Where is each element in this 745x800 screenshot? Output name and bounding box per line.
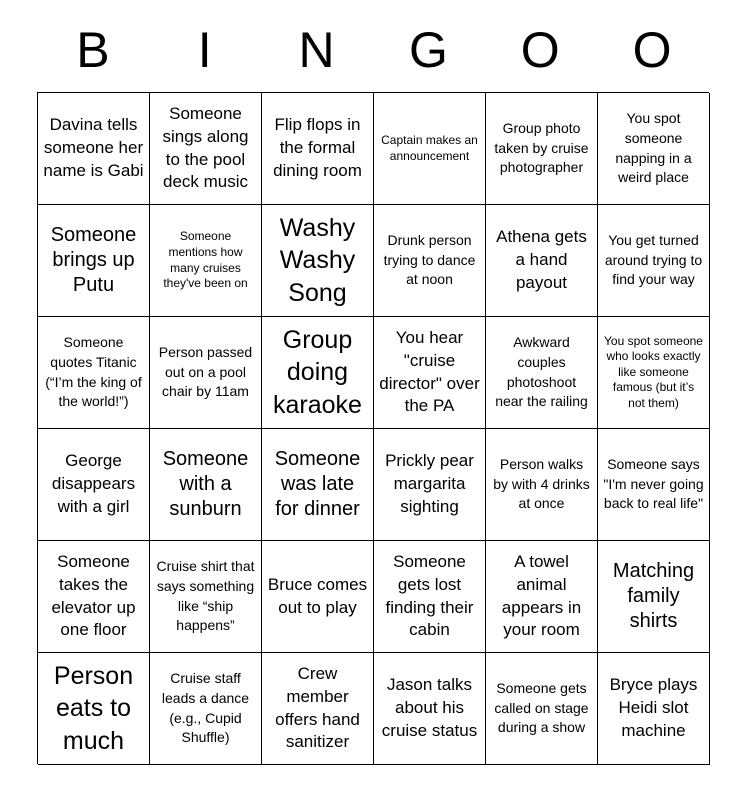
bingo-cell[interactable]: Davina tells someone her name is Gabi (38, 93, 150, 205)
bingo-header (37, 0, 708, 92)
bingo-cell[interactable]: Athena gets a hand payout (486, 205, 598, 317)
bingo-cell[interactable]: Washy Washy Song (262, 205, 374, 317)
bingo-cell[interactable]: Someone brings up Putu (38, 205, 150, 317)
header-letter-i: I (197, 22, 212, 78)
bingo-cell[interactable]: Someone gets lost finding their cabin (374, 541, 486, 653)
bingo-board (37, 92, 709, 764)
bingo-cell[interactable]: Cruise shirt that says something like “ship happens” (150, 541, 262, 653)
bingo-cell[interactable]: You hear "cruise director" over the PA (374, 317, 486, 429)
bingo-cell[interactable]: Jason talks about his cruise status (374, 653, 486, 765)
bingo-cell[interactable]: Crew member offers hand sanitizer (262, 653, 374, 765)
bingo-cell[interactable]: Person eats to much (38, 653, 150, 765)
bingo-cell[interactable]: Bryce plays Heidi slot machine (598, 653, 710, 765)
bingo-cell[interactable]: Group doing karaoke (262, 317, 374, 429)
bingo-cell[interactable]: Drunk person trying to dance at noon (374, 205, 486, 317)
bingo-cell[interactable]: Person walks by with 4 drinks at once (486, 429, 598, 541)
header-letter-n: N (298, 22, 335, 78)
header-letter-b: B (76, 22, 110, 78)
bingo-cell[interactable]: Awkward couples photoshoot near the railing (486, 317, 598, 429)
bingo-cell[interactable]: You spot someone who looks exactly like someone famous (but it’s not them) (598, 317, 710, 429)
bingo-cell[interactable]: Someone was late for dinner (262, 429, 374, 541)
bingo-cell[interactable]: You spot someone napping in a weird place (598, 93, 710, 205)
bingo-cell[interactable]: Bruce comes out to play (262, 541, 374, 653)
bingo-cell[interactable]: You get turned around trying to find your way (598, 205, 710, 317)
bingo-cell[interactable]: Someone gets called on stage during a show (486, 653, 598, 765)
header-letter-o: O (520, 22, 560, 78)
bingo-cell[interactable]: Group photo taken by cruise photographer (486, 93, 598, 205)
bingo-cell[interactable]: Flip flops in the formal dining room (262, 93, 374, 205)
bingo-cell[interactable]: Prickly pear margarita sighting (374, 429, 486, 541)
header-letter-o-2: O (632, 22, 672, 78)
bingo-cell[interactable]: Someone takes the elevator up one floor (38, 541, 150, 653)
bingo-cell[interactable]: Someone with a sunburn (150, 429, 262, 541)
header-letter-g: G (408, 22, 448, 78)
bingo-cell[interactable]: Someone sings along to the pool deck music (150, 93, 262, 205)
bingo-cell[interactable]: Captain makes an announcement (374, 93, 486, 205)
bingo-cell[interactable]: Matching family shirts (598, 541, 710, 653)
bingo-cell[interactable]: A towel animal appears in your room (486, 541, 598, 653)
bingo-cell[interactable]: Someone quotes Titanic (“I’m the king of the world!”) (38, 317, 150, 429)
bingo-cell[interactable]: Person passed out on a pool chair by 11am (150, 317, 262, 429)
bingo-cell[interactable]: Someone says "I'm never going back to real life" (598, 429, 710, 541)
bingo-cell[interactable]: Someone mentions how many cruises they've been on (150, 205, 262, 317)
bingo-cell[interactable]: George disappears with a girl (38, 429, 150, 541)
bingo-cell[interactable]: Cruise staff leads a dance (e.g., Cupid Shuffle) (150, 653, 262, 765)
